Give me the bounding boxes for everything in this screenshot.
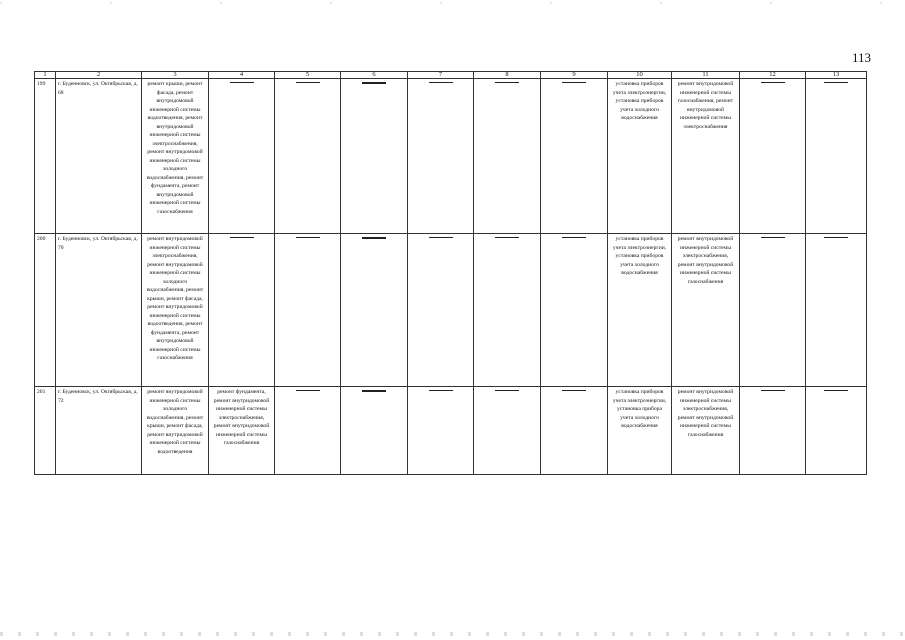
dash-mark <box>230 82 254 83</box>
dash-mark <box>495 390 519 391</box>
address-cell: г. Буденновск, ул. Октябрьская, д. 68 <box>56 79 142 234</box>
empty-cell <box>408 387 474 475</box>
col-header: 6 <box>341 72 408 79</box>
empty-cell <box>541 387 608 475</box>
dash-mark <box>495 237 519 238</box>
empty-cell <box>541 234 608 387</box>
works-cell: ремонт фундамента, ремонт внутридомовой инженерной системы электроснабжения, ремонт внутридомовой инженерной системы газоснабжения <box>209 387 275 475</box>
empty-cell <box>474 234 541 387</box>
empty-cell <box>341 79 408 234</box>
systems-cell: ремонт внутридомовой инженерной системы электроснабжения, ремонт внутридомовой инженерной системы газоснабжения <box>672 387 740 475</box>
dash-mark <box>429 82 453 83</box>
empty-cell <box>740 79 806 234</box>
empty-cell <box>341 387 408 475</box>
dash-mark <box>562 237 586 238</box>
dash-mark <box>761 82 785 83</box>
col-header: 12 <box>740 72 806 79</box>
meters-cell: установка приборов учета электроэнергии, установка прибора учета холодного водоснабжения <box>608 387 672 475</box>
empty-cell <box>740 234 806 387</box>
table-row <box>35 387 867 475</box>
page-number: 113 <box>852 50 872 65</box>
address-cell: г. Буденновск, ул. Октябрьская, д. 70 <box>56 234 142 387</box>
works-cell: ремонт внутридомовой инженерной системы электроснабжения, ремонт внутридомовой инженерной системы холодного водоснабжения, ремонт крыши, ремонт фасада, ремонт внутридомовой инженерной системы водоотведения, ремонт фундамента, ремонт внутридомовой инженерной системы газоснабжения <box>142 234 209 387</box>
works-cell: ремонт внутридомовой инженерной системы холодного водоснабжения, ремонт крыши, ремонт фасада, ремонт внутридомовой инженерной системы водоотведения <box>142 387 209 475</box>
dash-mark <box>824 237 848 238</box>
dash-mark <box>362 390 386 392</box>
dash-mark <box>362 82 386 84</box>
dash-mark <box>824 82 848 83</box>
empty-cell <box>474 79 541 234</box>
row-number: 199 <box>35 79 56 234</box>
dash-mark <box>296 82 320 83</box>
col-header: 1 <box>35 72 56 79</box>
empty-cell <box>275 79 341 234</box>
empty-cell <box>474 387 541 475</box>
empty-cell <box>806 234 867 387</box>
empty-cell <box>209 234 275 387</box>
empty-cell <box>275 387 341 475</box>
col-header: 10 <box>608 72 672 79</box>
col-header: 13 <box>806 72 867 79</box>
table-row <box>35 234 867 387</box>
col-header: 9 <box>541 72 608 79</box>
address-cell: г. Буденновск, ул. Октябрьская, д. 72 <box>56 387 142 475</box>
scan-noise-top <box>0 2 905 4</box>
dash-mark <box>230 237 254 238</box>
dash-mark <box>562 82 586 83</box>
systems-cell: ремонт внутридомовой инженерной системы газоснабжения, ремонт внутридомовой инженерной системы электроснабжения <box>672 79 740 234</box>
row-number: 201 <box>35 387 56 475</box>
dash-mark <box>761 237 785 238</box>
works-cell: ремонт крыши, ремонт фасада, ремонт внутридомовой инженерной системы водоотведения, ремонт внутридомовой инженерной системы электроснабжения, ремонт внутридомовой инженерной системы холодного водоснабжения, ремонт фундамента, ремонт внутридомовой инженерной системы газоснабжения <box>142 79 209 234</box>
col-header: 4 <box>209 72 275 79</box>
col-header: 11 <box>672 72 740 79</box>
empty-cell <box>806 79 867 234</box>
column-number-row <box>35 72 867 79</box>
meters-cell: установка приборов учета электроэнергии, установка приборов учета холодного водоснабжения <box>608 79 672 234</box>
empty-cell <box>275 234 341 387</box>
dash-mark <box>495 82 519 83</box>
dash-mark <box>296 390 320 391</box>
dash-mark <box>429 237 453 238</box>
col-header: 7 <box>408 72 474 79</box>
row-number: 200 <box>35 234 56 387</box>
empty-cell <box>408 234 474 387</box>
scan-noise-bottom <box>0 632 905 636</box>
table-row <box>35 79 867 234</box>
empty-cell <box>541 79 608 234</box>
col-header: 2 <box>56 72 142 79</box>
dash-mark <box>296 237 320 238</box>
dash-mark <box>429 390 453 391</box>
systems-cell: ремонт внутридомовой инженерной системы электроснабжения, ремонт внутридомовой инженерной системы газоснабжения <box>672 234 740 387</box>
empty-cell <box>408 79 474 234</box>
col-header: 8 <box>474 72 541 79</box>
dash-mark <box>761 390 785 391</box>
empty-cell <box>341 234 408 387</box>
col-header: 5 <box>275 72 341 79</box>
dash-mark <box>562 390 586 391</box>
repair-program-table <box>34 71 867 475</box>
dash-mark <box>362 237 386 239</box>
meters-cell: установка приборов учета электроэнергии, установка приборов учета холодного водоснабжения <box>608 234 672 387</box>
empty-cell <box>806 387 867 475</box>
empty-cell <box>740 387 806 475</box>
empty-cell <box>209 79 275 234</box>
dash-mark <box>824 390 848 391</box>
col-header: 3 <box>142 72 209 79</box>
